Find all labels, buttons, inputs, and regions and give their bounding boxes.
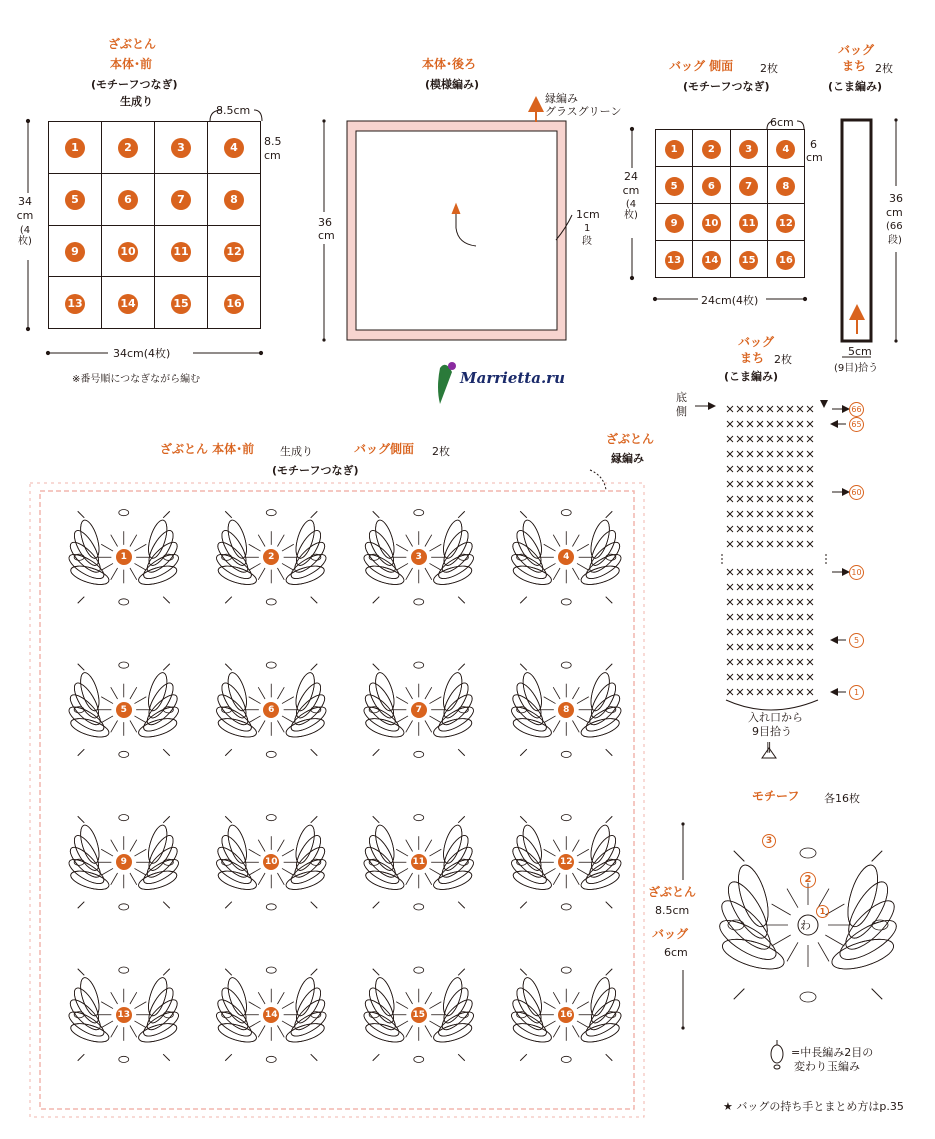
motif-round-3: 3: [762, 834, 776, 848]
side-height-unit: cm: [622, 184, 640, 197]
gusset-title-bag: バッグ: [838, 43, 875, 57]
back-edge-label: 縁編み: [545, 92, 578, 105]
gusset-chart-bottom-label-2: 側: [676, 405, 687, 418]
front-color: 生成り: [120, 95, 153, 108]
gusset-chart-bottom-label: 底: [676, 391, 687, 404]
motif-number-badge: 11: [171, 242, 191, 262]
gusset-chart-pick-1: 入れ口から: [748, 711, 803, 724]
motif-zabuton: ざぶとん: [648, 885, 697, 899]
front-title: 本体･前: [110, 57, 153, 71]
motif-number-badge: 1: [665, 140, 684, 159]
front-title-zabuton: ざぶとん: [108, 37, 157, 51]
motif-bag: バッグ: [652, 927, 689, 941]
chart-motif-number: 6: [263, 702, 279, 718]
motif-number-badge: 4: [776, 140, 795, 159]
main-chart-motifs: [66, 510, 625, 1063]
back-subtitle: (模様編み): [425, 78, 480, 91]
gusset-width: 5cm: [848, 345, 872, 358]
chart-motif-number: 8: [558, 702, 574, 718]
motif-number-badge: 12: [224, 242, 244, 262]
front-note: ※番号順につなぎながら編む: [72, 374, 201, 385]
motif-number-badge: 9: [665, 214, 684, 233]
gusset-row-label: 1: [849, 685, 864, 700]
side-width: 24cm(4枚): [701, 294, 759, 307]
gusset-chart-subtitle: (こま編み): [724, 370, 779, 383]
chart-motif-number: 5: [116, 702, 132, 718]
gusset-height-value: 36: [889, 192, 903, 205]
chart-motif-number: 1: [116, 549, 132, 565]
back-height-unit: cm: [318, 229, 335, 242]
back-edge-rows: 1: [584, 223, 591, 234]
chart-color: 生成り: [280, 445, 313, 458]
motif-number-badge: 3: [171, 138, 191, 158]
motif-number-badge: 2: [702, 140, 721, 159]
chart-motif-number: 2: [263, 549, 279, 565]
front-height-unit: cm: [16, 209, 34, 222]
chart-motif-number: 16: [558, 1007, 574, 1023]
gusset-chart-pick-2: 9目拾う: [752, 725, 792, 738]
motif-number-badge: 13: [665, 251, 684, 270]
chart-motif-number: 13: [116, 1007, 132, 1023]
side-subtitle: (モチーフつなぎ): [683, 80, 770, 93]
gusset-height-unit: cm: [886, 206, 903, 219]
chart-motif-number: 10: [263, 854, 279, 870]
motif-number-badge: 2: [118, 138, 138, 158]
front-cell-height-value: 8.5: [264, 135, 282, 148]
back-edge-width: 1cm: [576, 208, 600, 221]
motif-number-badge: 5: [65, 190, 85, 210]
motif-number-badge: 12: [776, 214, 795, 233]
front-subtitle: (モチーフつなぎ): [91, 78, 178, 91]
front-cell-height-unit: cm: [264, 149, 281, 162]
gusset-row-label: 60: [849, 485, 864, 500]
side-cell-height-unit: cm: [806, 151, 823, 164]
chart-motif-number: 15: [411, 1007, 427, 1023]
motif-number-badge: 4: [224, 138, 244, 158]
front-width: 34cm(4枚): [113, 347, 171, 360]
watermark-icon: [438, 362, 456, 404]
motif-number-badge: 5: [665, 177, 684, 196]
gusset-chart-count: 2枚: [774, 353, 792, 366]
motif-number-badge: 3: [739, 140, 758, 159]
motif-number-badge: 1: [65, 138, 85, 158]
gusset-subtitle: (こま編み): [828, 80, 883, 93]
chart-motif-number: 11: [411, 854, 427, 870]
gusset-chart-title-bag: バッグ: [738, 335, 775, 349]
motif-number-badge: 10: [702, 214, 721, 233]
legend-text-1: =中長編み2目の: [791, 1046, 874, 1059]
gusset-height-rows-unit: 段): [888, 235, 902, 246]
side-cell-width: 6cm: [770, 116, 794, 129]
motif-number-badge: 7: [171, 190, 191, 210]
motif-number-badge: 14: [702, 251, 721, 270]
front-cell-width: 8.5cm: [216, 104, 251, 117]
chart-motif-number: 7: [411, 702, 427, 718]
chart-count: 2枚: [432, 445, 450, 458]
chart-motif-number: 3: [411, 549, 427, 565]
motif-zabuton-size: 8.5cm: [655, 904, 690, 917]
back-edge-color: グラスグリーン: [545, 105, 622, 118]
gusset-height-rows: (66: [886, 221, 903, 232]
chart-motif-number: 9: [116, 854, 132, 870]
back-title: 本体･後ろ: [422, 57, 477, 71]
motif-title: モチーフ: [752, 789, 800, 803]
motif-number-badge: 6: [702, 177, 721, 196]
gusset-row-label: 5: [849, 633, 864, 648]
legend-bobble-icon: [771, 1040, 783, 1069]
motif-number-badge: 9: [65, 242, 85, 262]
front-dimensions: [26, 110, 262, 355]
motif-number-badge: 11: [739, 214, 758, 233]
gusset-chart-title: まち: [740, 351, 765, 365]
gusset-title: まち: [842, 59, 867, 73]
motif-number-badge: 8: [776, 177, 795, 196]
back-height-value: 36: [318, 216, 332, 229]
chart-subtitle: (モチーフつなぎ): [272, 464, 359, 477]
legend-text-2: 変わり玉編み: [794, 1060, 860, 1073]
chart-motif-number: 14: [263, 1007, 279, 1023]
motif-number-badge: 15: [171, 294, 191, 314]
gusset-pick: (9目)拾う: [834, 363, 879, 374]
motif-ring-label: わ: [800, 919, 811, 932]
motif-round-2: 2: [800, 872, 816, 888]
gusset-stitch-chart: [695, 400, 846, 758]
gusset-rect: [842, 118, 898, 357]
gusset-row-label: 65: [849, 417, 864, 432]
watermark-text: Marrietta.ru: [460, 369, 565, 387]
motif-number-badge: 13: [65, 294, 85, 314]
motif-round-1: 1: [816, 905, 829, 918]
single-motif-chart: [681, 822, 901, 1029]
motif-number-badge: 15: [739, 251, 758, 270]
chart-motif-number: 4: [558, 549, 574, 565]
side-dimensions: [630, 121, 806, 301]
motif-number-badge: 10: [118, 242, 138, 262]
motif-count: 各16枚: [824, 792, 860, 805]
side-height-value: 24: [624, 170, 638, 183]
side-title: バッグ 側面: [669, 59, 734, 73]
chart-edge-title: ざぶとん: [606, 432, 655, 446]
motif-number-badge: 6: [118, 190, 138, 210]
gusset-chart-eq: ‖: [766, 740, 772, 753]
chart-title-side: バッグ側面: [354, 442, 415, 456]
front-height-value: 34: [18, 195, 32, 208]
chart-edge-sub: 縁編み: [611, 452, 644, 465]
back-pattern-rect: [322, 104, 572, 342]
chart-motif-number: 12: [558, 854, 574, 870]
side-count: 2枚: [760, 62, 778, 75]
chart-title-zabuton: ざぶとん 本体･前: [160, 442, 255, 456]
side-cell-height-value: 6: [810, 138, 817, 151]
front-height-count: (4枚): [18, 225, 32, 247]
back-edge-rows-unit: 段: [582, 236, 592, 247]
gusset-row-label: 66: [849, 402, 864, 417]
gusset-row-label: 10: [849, 565, 864, 580]
motif-number-badge: 16: [776, 251, 795, 270]
motif-number-badge: 16: [224, 294, 244, 314]
gusset-count: 2枚: [875, 62, 893, 75]
motif-number-badge: 14: [118, 294, 138, 314]
motif-number-badge: 8: [224, 190, 244, 210]
footnote: ★ バッグの持ち手とまとめ方はp.35: [723, 1100, 904, 1113]
motif-bag-size: 6cm: [664, 946, 688, 959]
side-height-count: (4枚): [624, 199, 638, 221]
motif-number-badge: 7: [739, 177, 758, 196]
